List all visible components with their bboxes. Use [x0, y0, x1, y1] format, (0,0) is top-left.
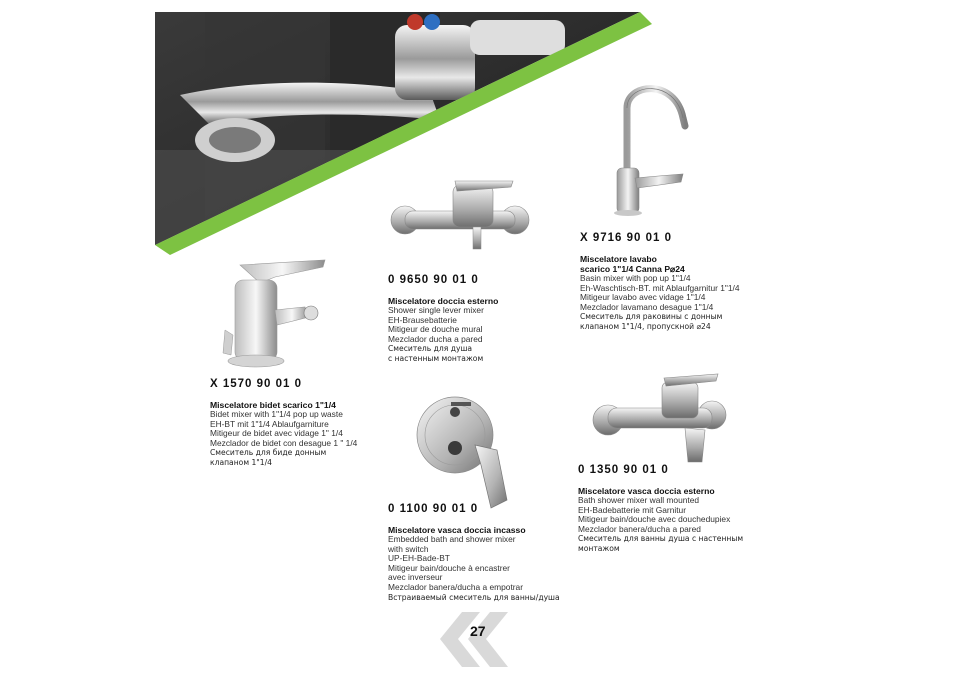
description-line: Mezclador banera/ducha a empotrar	[388, 581, 524, 592]
embedded-bath-shower-mixer-image	[415, 390, 515, 515]
description-line: avec inverseur	[388, 572, 443, 583]
description-line: EH-Badebatterie mit Garnitur	[578, 504, 686, 515]
description-line-ru: Встраиваемый смеситель для ванны/душа	[388, 592, 560, 602]
description-line-ru: клапаном 1"1/4, пропускной ⌀24	[580, 321, 711, 331]
description-line: Eh-Waschtisch-BT. mit Ablaufgarnitur 1"1/4	[580, 282, 740, 293]
description-line: with switch	[388, 543, 429, 554]
description-line: UP-EH-Bade-BT	[388, 553, 450, 564]
product-code: 0 1100 90 01 0	[388, 503, 479, 515]
description-line: Mezclador ducha a pared	[388, 333, 483, 344]
basin-mixer-image	[605, 78, 700, 218]
description-line: Shower single lever mixer	[388, 305, 484, 315]
product-title: Miscelatore doccia esterno	[388, 296, 499, 306]
page-number: 27	[470, 623, 486, 639]
description-line-ru: Смеситель для биде донным	[210, 448, 327, 458]
description-line: Basin mixer with pop up 1"1/4	[580, 273, 691, 283]
product-title: scarico 1"1/4 Canna P⌀24	[580, 264, 685, 274]
description-line: Bidet mixer with 1"1/4 pop up waste	[210, 409, 343, 419]
bidet-mixer-image	[205, 255, 335, 375]
product-title: Miscelatore lavabo	[580, 254, 657, 264]
product-title: Miscelatore vasca doccia esterno	[578, 486, 715, 496]
chevron-left-icon	[440, 612, 515, 667]
product-bidet-mixer	[210, 378, 357, 468]
product-code: 0 1350 90 01 0	[578, 464, 669, 476]
description-line: Embedded bath and shower mixer	[388, 534, 516, 544]
description-line-ru: монтажом	[578, 543, 620, 553]
description-line: Mitigeur bain/douche à encastrer	[388, 562, 510, 573]
bath-shower-mixer-image	[590, 370, 730, 465]
product-shower-mixer	[388, 274, 498, 364]
shower-mixer-image	[385, 175, 535, 255]
description-line: Mitigeur de bidet avec vidage 1" 1/4	[210, 428, 343, 439]
description-line: EH-Brausebatterie	[388, 314, 457, 325]
description-line-ru: с настенным монтажом	[388, 353, 484, 363]
description-line-ru: Смеситель для раковины с донным	[580, 312, 723, 322]
description-line: Mezclador lavamano desague 1"1/4	[580, 301, 714, 312]
description-line: Mezclador de bidet con desague 1 " 1/4	[210, 437, 358, 448]
description-line-ru: Смеситель для ванны душа с настенным	[578, 534, 744, 544]
product-embedded-bath-shower-mixer	[388, 503, 560, 602]
description-line-ru: клапаном 1"1/4	[210, 457, 273, 467]
description-line: Bath shower mixer wall mounted	[578, 495, 700, 505]
description-line: Mezclador banera/ducha a pared	[578, 523, 701, 534]
product-code: X 1570 90 01 0	[210, 378, 303, 390]
description-line-ru: Смеситель для душа	[388, 344, 473, 354]
product-code: 0 9650 90 01 0	[388, 274, 479, 286]
product-code: X 9716 90 01 0	[580, 232, 673, 244]
product-bath-shower-mixer	[578, 464, 743, 554]
product-title: Miscelatore bidet scarico 1"1/4	[210, 400, 336, 410]
description-line: Mitigeur lavabo avec vidage 1"1/4	[580, 292, 706, 303]
description-line: Mitigeur bain/douche avec douchedupiex	[578, 514, 731, 525]
description-line: Mitigeur de douche mural	[388, 324, 483, 335]
product-basin-mixer	[580, 232, 740, 332]
product-title: Miscelatore vasca doccia incasso	[388, 525, 526, 535]
description-line: EH-BT mit 1"1/4 Ablaufgarniture	[210, 418, 329, 429]
